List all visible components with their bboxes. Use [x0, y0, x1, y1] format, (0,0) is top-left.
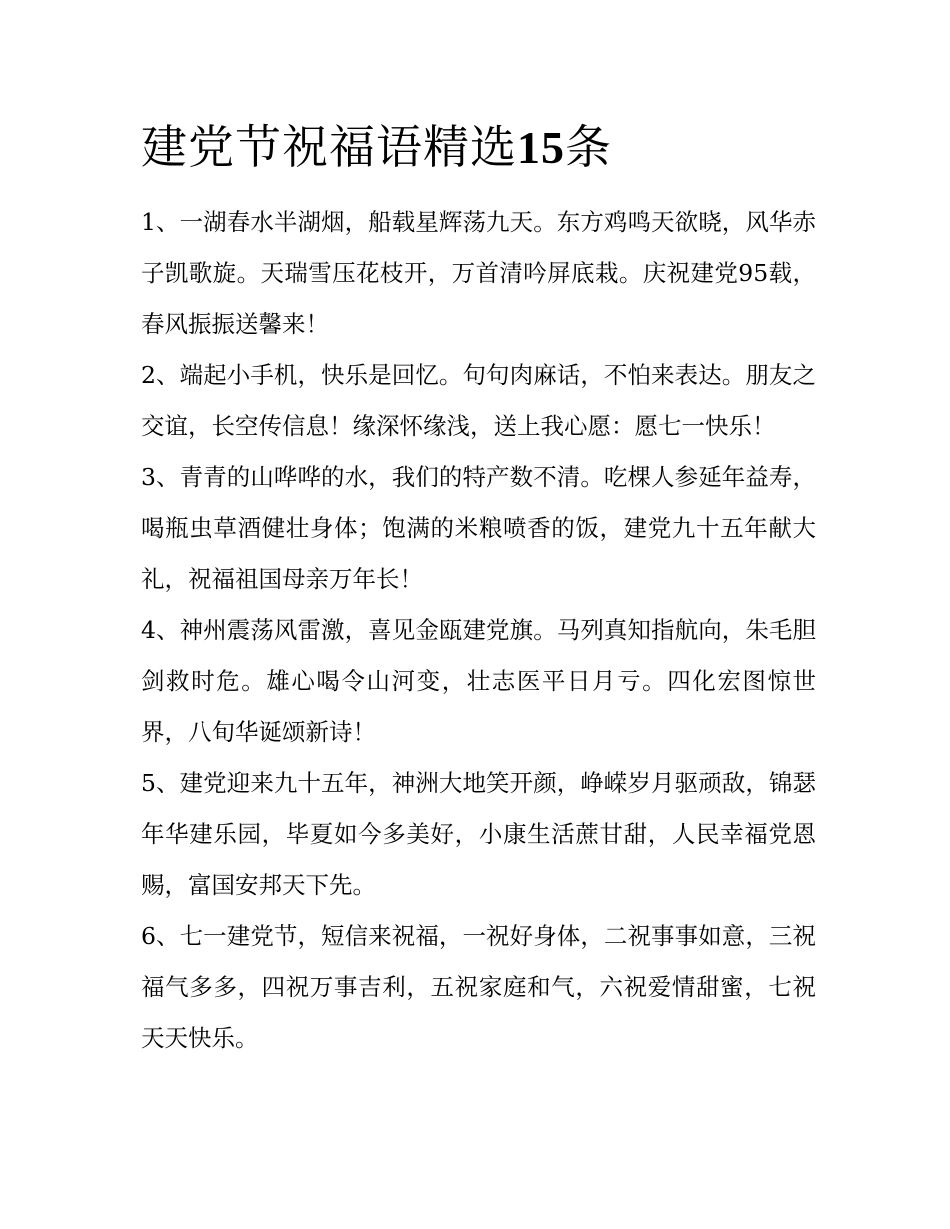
blessing-item-1: 1、一湖春水半湖烟，船载星辉荡九天。东方鸡鸣天欲晓，风华赤子凯歌旋。天瑞雪压花枝开，万首清吟屏底栽。庆祝建党95载，春风振振送馨来！: [141, 208, 816, 338]
blessing-item-5: 5、建党迎来九十五年，神洲大地笑开颜，峥嵘岁月驱顽敌，锦瑟年华建乐园，毕夏如今多美好，小康生活蔗甘甜，人民幸福党恩赐，富国安邦天下先。: [141, 769, 816, 899]
blessing-item-6: 6、七一建党节，短信来祝福，一祝好身体，二祝事事如意，三祝福气多多，四祝万事吉利，五祝家庭和气，六祝爱情甜蜜，七祝天天快乐。: [141, 922, 816, 1052]
title-suffix: 条: [565, 120, 612, 174]
blessing-item-4: 4、神州震荡风雷激，喜见金瓯建党旗。马列真知指航向，朱毛胆剑救时危。雄心喝令山河变，壮志医平日月亏。四化宏图惊世界，八旬华诞颂新诗！: [141, 616, 816, 746]
document-title: [141, 116, 612, 179]
title-text: 建党节祝福语精选: [141, 120, 517, 174]
title-number: 15: [517, 122, 565, 173]
blessing-item-3: 3、青青的山哗哗的水，我们的特产数不清。吃棵人参延年益寿，喝瓶虫草酒健壮身体；饱满的米粮喷香的饭，建党九十五年献大礼，祝福祖国母亲万年长！: [141, 463, 816, 593]
blessings-list: [141, 197, 816, 1064]
blessing-item-2: 2、端起小手机，快乐是回忆。句句肉麻话，不怕来表达。朋友之交谊，长空传信息！缘深怀缘浅，送上我心愿：愿七一快乐！: [141, 361, 816, 440]
